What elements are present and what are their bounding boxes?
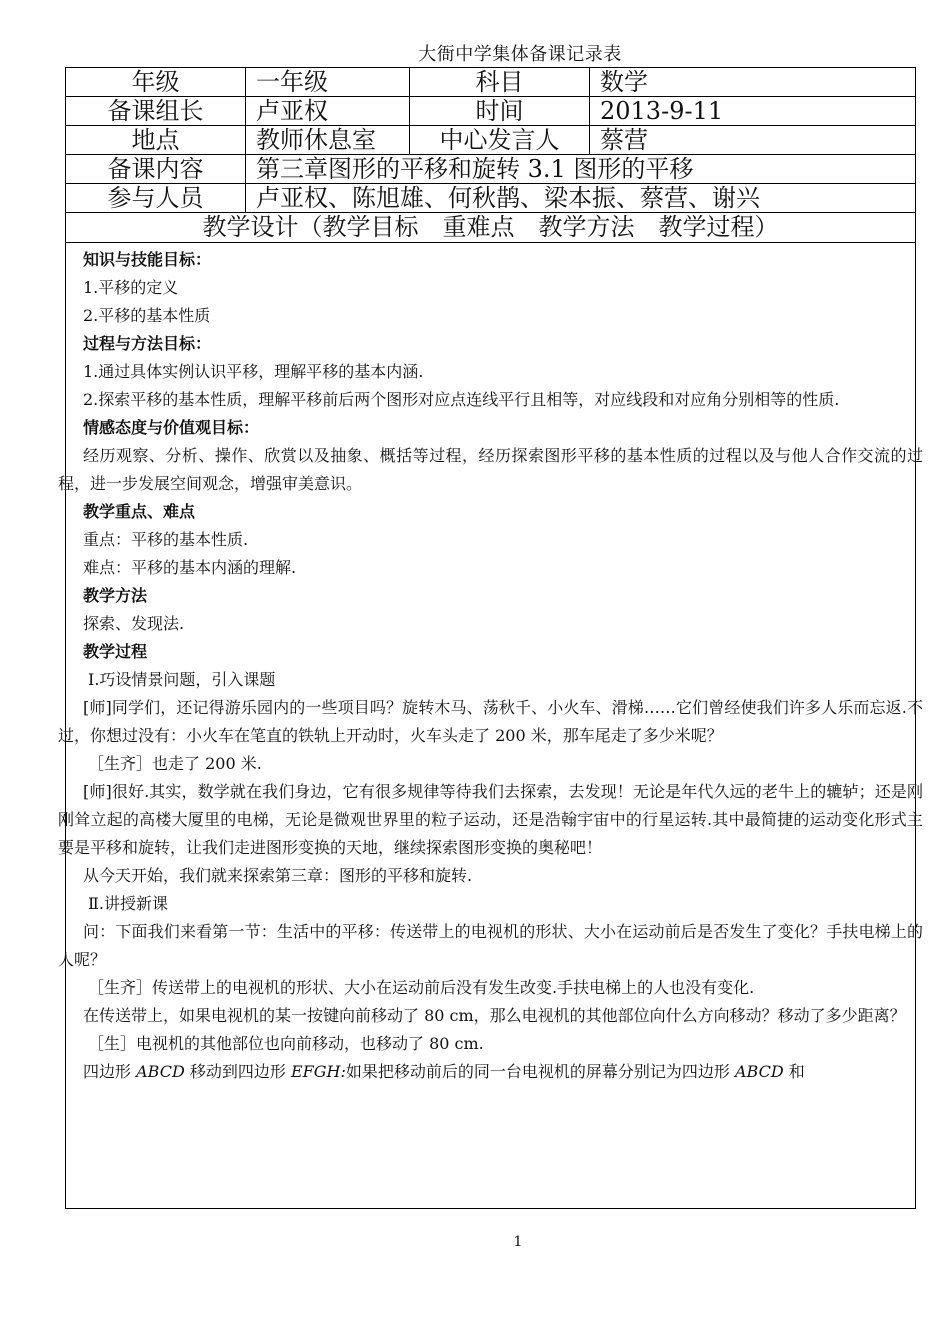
- course-paragraph-quadrilateral: [58, 1058, 923, 1086]
- key-point-1: 重点：平移的基本性质.: [83, 530, 249, 549]
- quad-efgh: EFGH:: [290, 1062, 346, 1081]
- heading-method: 教学方法: [83, 586, 148, 605]
- leader-value: 卢亚权: [246, 97, 410, 125]
- quad-text-4: 和: [783, 1062, 805, 1081]
- row-content: [66, 155, 915, 184]
- grade-value: 一年级: [246, 68, 410, 96]
- page-number: 1: [513, 1234, 523, 1250]
- lesson-record-table: [58, 67, 923, 1209]
- row-design-header: [66, 213, 915, 243]
- lesson-body: [58, 246, 923, 1208]
- leader-label: 备课组长: [66, 97, 246, 125]
- course-paragraph-teacher-1: [师]同学们，还记得游乐园内的一些项目吗？旋转木马、荡秋千、小火车、滑梯……它们曾经使我们许多人乐而忘返.不过，你想过没有：小火车在笔直的铁轨上开动时，火车头走了 200 米，那车尾走了多少米呢？: [58, 698, 923, 745]
- heading-process: 过程与方法目标：: [83, 334, 212, 353]
- quad-abcd-2: ABCD: [734, 1062, 784, 1081]
- row-place: [66, 126, 915, 155]
- members-label: 参与人员: [66, 184, 246, 212]
- method-text: 探索、发现法.: [83, 614, 185, 633]
- course-paragraph-intro: 从今天开始，我们就来探索第三章：图形的平移和旋转.: [83, 866, 473, 885]
- heading-emotion: 情感态度与价值观目标：: [83, 418, 260, 437]
- members-value: 卢亚权、陈旭雄、何秋鹊、梁本振、蔡营、谢兴: [256, 184, 760, 212]
- heading-knowledge: 知识与技能目标：: [83, 250, 212, 269]
- course-paragraph-students-2: ［生齐］传送带上的电视机的形状、大小在运动前后没有发生改变.手扶电梯上的人也没有变化.: [88, 978, 755, 997]
- place-value: 教师休息室: [246, 126, 410, 154]
- row-grade: [66, 68, 915, 97]
- time-value: 2013-9-11: [600, 97, 724, 125]
- row-leader: [66, 97, 915, 126]
- document-title: 大衙中学集体备课记录表: [418, 44, 622, 65]
- course-step-2: Ⅱ.讲授新课: [88, 894, 168, 913]
- process-item-1: 1.通过具体实例认识平移，理解平移的基本内涵.: [83, 362, 424, 381]
- emotion-paragraph: 经历观察、分析、操作、欣赏以及抽象、概括等过程，经历探索图形平移的基本性质的过程以及与他人合作交流的过程，进一步发展空间观念，增强审美意识。: [58, 446, 923, 493]
- row-members: [66, 184, 915, 213]
- grade-label: 年级: [66, 68, 246, 96]
- heading-course: 教学过程: [83, 642, 148, 661]
- course-paragraph-question: 问：下面我们来看第一节：生活中的平移：传送带上的电视机的形状、大小在运动前后是否发生了变化？手扶电梯上的人呢？: [58, 922, 923, 969]
- knowledge-item-1: 1.平移的定义: [83, 278, 179, 297]
- content-value: 第三章图形的平移和旋转 3.1 图形的平移: [256, 155, 694, 183]
- subject-value: 数学: [600, 68, 648, 96]
- course-step-1: Ⅰ.巧设情景问题，引入课题: [88, 670, 276, 689]
- speaker-value: 蔡营: [600, 126, 648, 154]
- speaker-label: 中心发言人: [410, 126, 590, 154]
- process-item-2: 2.探索平移的基本性质，理解平移前后两个图形对应点连线平行且相等，对应线段和对应角分别相等的性质.: [83, 390, 840, 409]
- quad-text-2: 移动到四边形: [184, 1062, 291, 1081]
- place-label: 地点: [66, 126, 246, 154]
- course-paragraph-students-1: ［生齐］也走了 200 米.: [88, 754, 262, 773]
- course-paragraph-student-answer: ［生］电视机的其他部位也向前移动，也移动了 80 cm.: [88, 1034, 484, 1053]
- course-paragraph-teacher-2: [师]很好.其实，数学就在我们身边，它有很多规律等待我们去探索，去发现！无论是年代久远的老牛上的辘轳；还是刚刚耸立起的高楼大厦里的电梯，无论是微观世界里的粒子运动，还是浩翰宇宙中的行星运转.其中最简捷的运动变化形式主要是平移和旋转，让我们走进图形变换的天地，继续探索图形变换的奥秘吧！: [58, 782, 923, 857]
- content-label: 备课内容: [66, 155, 246, 183]
- time-label: 时间: [410, 97, 590, 125]
- course-paragraph-conveyor: 在传送带上，如果电视机的某一按键向前移动了 80 cm，那么电视机的其他部位向什么方向移动？移动了多少距离？: [83, 1006, 906, 1025]
- key-point-2: 难点：平移的基本内涵的理解.: [83, 558, 297, 577]
- subject-label: 科目: [410, 68, 590, 96]
- quad-abcd-1: ABCD: [136, 1062, 185, 1081]
- design-header: 教学设计（教学目标 重难点 教学方法 教学过程）: [202, 213, 779, 241]
- heading-key-points: 教学重点、难点: [83, 502, 196, 521]
- quad-text-1: 四边形: [83, 1062, 137, 1081]
- quad-text-3: 如果把移动前后的同一台电视机的屏幕分别记为四边形: [345, 1062, 735, 1081]
- knowledge-item-2: 2.平移的基本性质: [83, 306, 211, 325]
